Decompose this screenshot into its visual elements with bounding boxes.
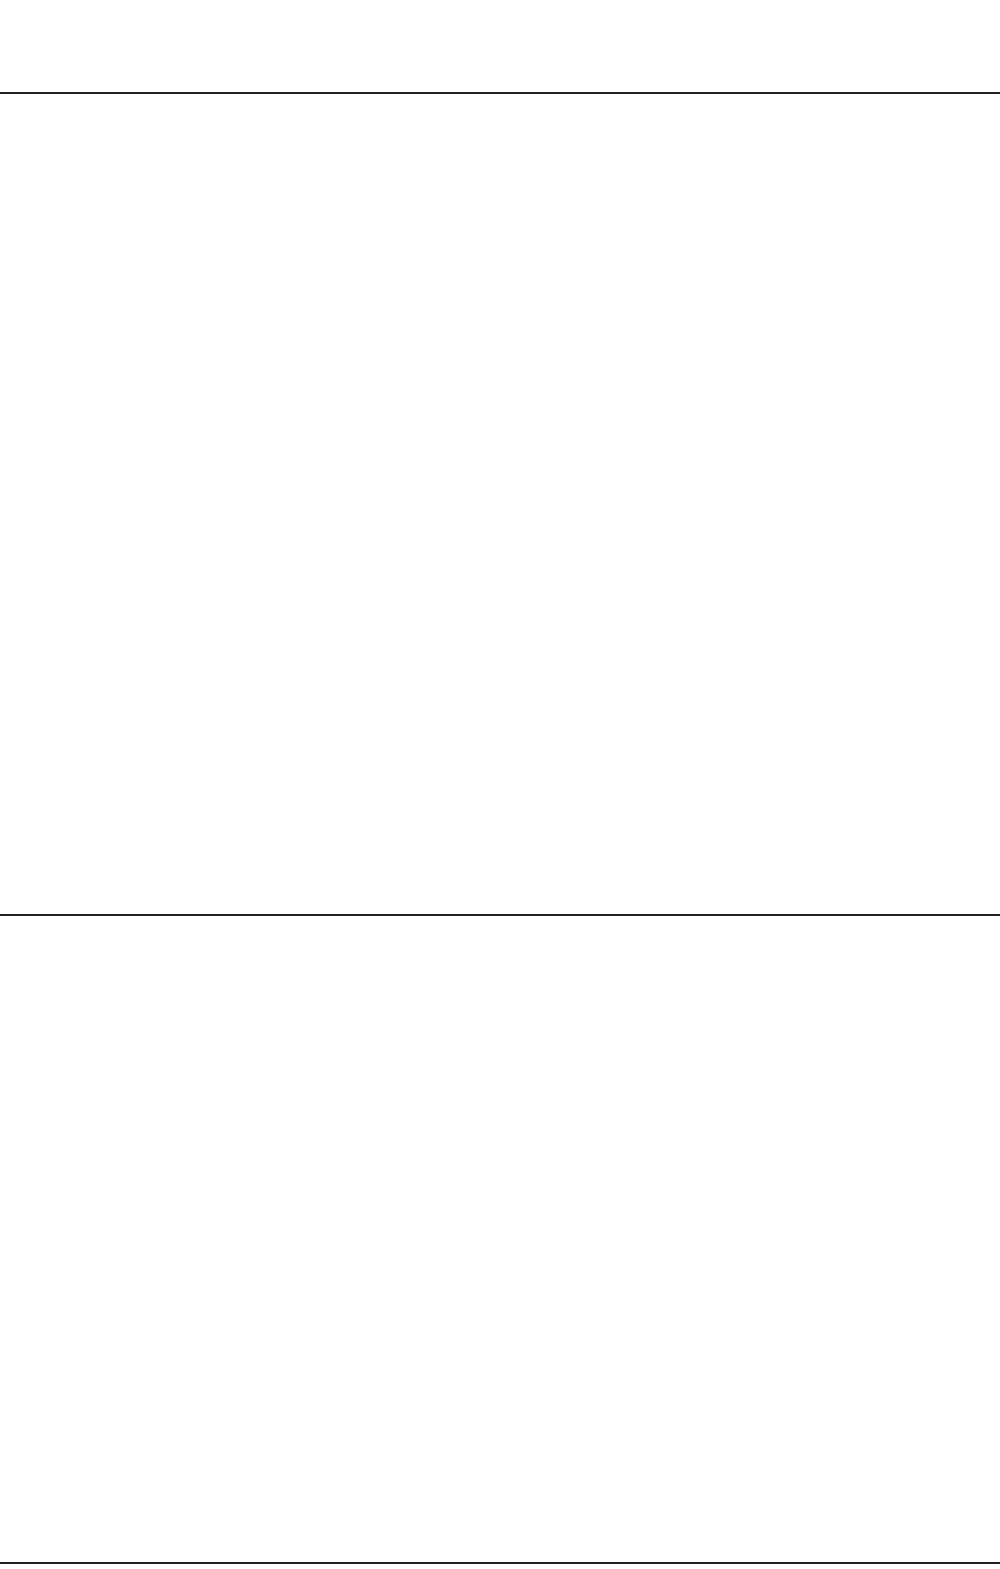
table-header [0, 0, 1000, 92]
table-bottom-rule [0, 1562, 1000, 1564]
header-divider [0, 92, 1000, 94]
group-divider [0, 914, 1000, 916]
